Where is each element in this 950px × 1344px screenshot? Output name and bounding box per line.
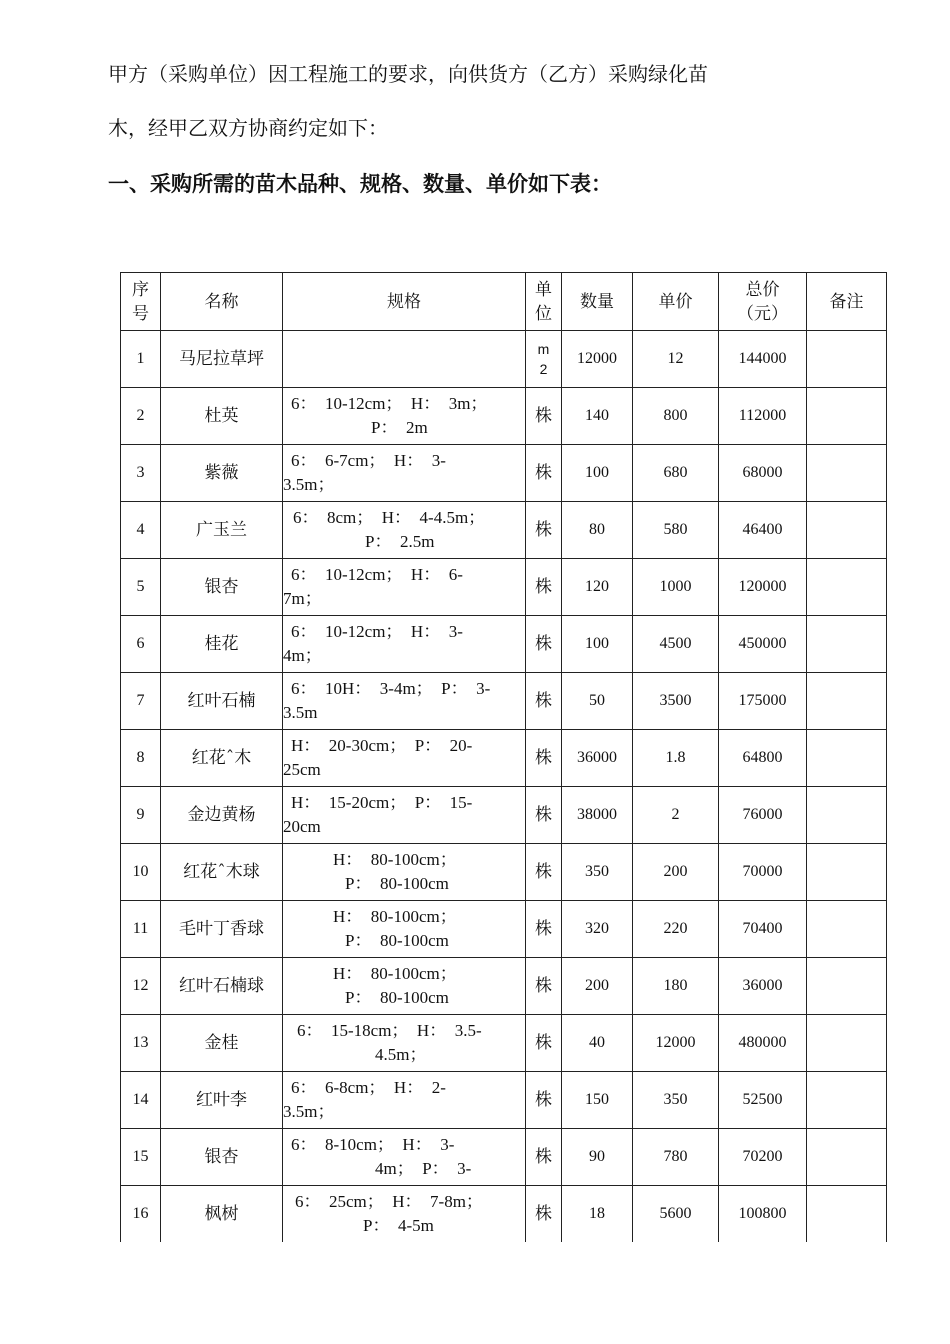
cell-total: 46400 bbox=[719, 502, 807, 559]
header-remark: 备注 bbox=[807, 273, 887, 331]
cell-unit-price: 1000 bbox=[633, 559, 719, 616]
spec-line-1: 6： 6-8cm； H： 2- bbox=[291, 1078, 446, 1097]
cell-name: 桂花 bbox=[161, 616, 283, 673]
cell-index: 15 bbox=[121, 1129, 161, 1186]
table-body bbox=[121, 331, 887, 1243]
cell-unit-price: 350 bbox=[633, 1072, 719, 1129]
cell-unit: m 2 bbox=[526, 331, 562, 388]
cell-unit-price: 780 bbox=[633, 1129, 719, 1186]
cell-total: 112000 bbox=[719, 388, 807, 445]
cell-name: 红叶石楠球 bbox=[161, 958, 283, 1015]
cell-remark bbox=[807, 388, 887, 445]
cell-spec bbox=[283, 388, 526, 445]
cell-remark bbox=[807, 730, 887, 787]
cell-index: 13 bbox=[121, 1015, 161, 1072]
cell-quantity: 50 bbox=[562, 673, 633, 730]
cell-name: 毛叶丁香球 bbox=[161, 901, 283, 958]
spec-line-1: 6： 8cm； H： 4-4.5m； bbox=[293, 508, 486, 527]
table-row bbox=[121, 502, 887, 559]
spec-line-2: 20cm bbox=[283, 817, 321, 836]
cell-unit-price: 180 bbox=[633, 958, 719, 1015]
table-row bbox=[121, 787, 887, 844]
spec-line-1: H： 80-100cm； bbox=[333, 964, 457, 983]
cell-unit-price: 220 bbox=[633, 901, 719, 958]
cell-spec bbox=[283, 616, 526, 673]
table-row bbox=[121, 616, 887, 673]
spec-line-1: 6： 10-12cm； H： 6- bbox=[291, 565, 463, 584]
spec-line-2: P： 4-5m bbox=[363, 1216, 434, 1235]
cell-total: 100800 bbox=[719, 1186, 807, 1243]
cell-unit: 株 bbox=[526, 787, 562, 844]
cell-spec bbox=[283, 1072, 526, 1129]
cell-unit-price: 200 bbox=[633, 844, 719, 901]
table-row bbox=[121, 1072, 887, 1129]
spec-line-2: P： 2m bbox=[371, 418, 428, 437]
intro-line-2: 木，经甲乙双方协商约定如下： bbox=[108, 116, 388, 140]
cell-quantity: 200 bbox=[562, 958, 633, 1015]
cell-total: 70400 bbox=[719, 901, 807, 958]
cell-remark bbox=[807, 1072, 887, 1129]
cell-unit-price: 580 bbox=[633, 502, 719, 559]
spec-line-1: 6： 8-10cm； H： 3- bbox=[291, 1135, 455, 1154]
header-name: 名称 bbox=[161, 273, 283, 331]
cell-spec bbox=[283, 559, 526, 616]
cell-total: 76000 bbox=[719, 787, 807, 844]
cell-unit-price: 1.8 bbox=[633, 730, 719, 787]
cell-name: 红花ˆ木球 bbox=[161, 844, 283, 901]
table-row bbox=[121, 901, 887, 958]
spec-line-2: 25cm bbox=[283, 760, 321, 779]
cell-total: 175000 bbox=[719, 673, 807, 730]
cell-quantity: 36000 bbox=[562, 730, 633, 787]
cell-unit-price: 3500 bbox=[633, 673, 719, 730]
table-row bbox=[121, 1129, 887, 1186]
cell-total: 450000 bbox=[719, 616, 807, 673]
cell-name: 杜英 bbox=[161, 388, 283, 445]
cell-spec bbox=[283, 445, 526, 502]
cell-remark bbox=[807, 445, 887, 502]
spec-line-1: H： 80-100cm； bbox=[333, 907, 457, 926]
cell-unit-price: 2 bbox=[633, 787, 719, 844]
header-spec: 规格 bbox=[283, 273, 526, 331]
cell-index: 1 bbox=[121, 331, 161, 388]
table-row bbox=[121, 445, 887, 502]
cell-name: 银杏 bbox=[161, 559, 283, 616]
cell-index: 4 bbox=[121, 502, 161, 559]
cell-total: 70200 bbox=[719, 1129, 807, 1186]
intro-line-1: 甲方（采购单位）因工程施工的要求，向供货方（乙方）采购绿化苗 bbox=[108, 62, 708, 86]
spec-line-2: 4m； P： 3- bbox=[375, 1159, 472, 1178]
cell-total: 144000 bbox=[719, 331, 807, 388]
seedling-table bbox=[120, 272, 887, 1242]
cell-quantity: 18 bbox=[562, 1186, 633, 1243]
cell-quantity: 320 bbox=[562, 901, 633, 958]
cell-name: 枫树 bbox=[161, 1186, 283, 1243]
cell-name: 广玉兰 bbox=[161, 502, 283, 559]
cell-total: 36000 bbox=[719, 958, 807, 1015]
table-row bbox=[121, 331, 887, 388]
cell-unit: 株 bbox=[526, 1072, 562, 1129]
cell-index: 3 bbox=[121, 445, 161, 502]
cell-unit: 株 bbox=[526, 901, 562, 958]
cell-quantity: 40 bbox=[562, 1015, 633, 1072]
cell-spec bbox=[283, 1186, 526, 1243]
cell-spec bbox=[283, 502, 526, 559]
table-row bbox=[121, 730, 887, 787]
cell-remark bbox=[807, 616, 887, 673]
cell-quantity: 100 bbox=[562, 616, 633, 673]
table-row bbox=[121, 958, 887, 1015]
cell-total: 68000 bbox=[719, 445, 807, 502]
cell-name: 红叶李 bbox=[161, 1072, 283, 1129]
spec-line-1: H： 20-30cm； P： 20- bbox=[291, 736, 473, 755]
cell-remark bbox=[807, 673, 887, 730]
cell-name: 银杏 bbox=[161, 1129, 283, 1186]
cell-quantity: 80 bbox=[562, 502, 633, 559]
spec-line-2: 4m； bbox=[283, 646, 322, 665]
cell-name: 金桂 bbox=[161, 1015, 283, 1072]
cell-unit-price: 12 bbox=[633, 331, 719, 388]
header-unit: 单 位 bbox=[526, 273, 562, 331]
cell-quantity: 90 bbox=[562, 1129, 633, 1186]
cell-unit-price: 4500 bbox=[633, 616, 719, 673]
cell-remark bbox=[807, 1129, 887, 1186]
spec-line-1: H： 80-100cm； bbox=[333, 850, 457, 869]
cell-spec bbox=[283, 787, 526, 844]
cell-index: 6 bbox=[121, 616, 161, 673]
cell-quantity: 140 bbox=[562, 388, 633, 445]
cell-index: 5 bbox=[121, 559, 161, 616]
cell-name: 红花ˆ木 bbox=[161, 730, 283, 787]
cell-unit: 株 bbox=[526, 958, 562, 1015]
header-total: 总价 （元） bbox=[719, 273, 807, 331]
table-row bbox=[121, 559, 887, 616]
cell-unit: 株 bbox=[526, 844, 562, 901]
cell-unit-price: 5600 bbox=[633, 1186, 719, 1243]
spec-line-1: 6： 10-12cm； H： 3m； bbox=[291, 394, 488, 413]
cell-remark bbox=[807, 1186, 887, 1243]
cell-unit: 株 bbox=[526, 502, 562, 559]
cell-spec bbox=[283, 958, 526, 1015]
spec-line-2: 3.5m； bbox=[283, 1102, 335, 1121]
cell-unit: 株 bbox=[526, 445, 562, 502]
cell-unit: 株 bbox=[526, 730, 562, 787]
cell-quantity: 150 bbox=[562, 1072, 633, 1129]
cell-remark bbox=[807, 1015, 887, 1072]
cell-spec bbox=[283, 1129, 526, 1186]
section-heading: 一、采购所需的苗木品种、规格、数量、单价如下表： bbox=[108, 172, 612, 196]
spec-line-1: 6： 25cm； H： 7-8m； bbox=[295, 1192, 483, 1211]
spec-line-2: P： 2.5m bbox=[365, 532, 435, 551]
spec-line-1: H： 15-20cm； P： 15- bbox=[291, 793, 473, 812]
spec-line-2: 4.5m； bbox=[375, 1045, 427, 1064]
cell-index: 16 bbox=[121, 1186, 161, 1243]
cell-spec bbox=[283, 673, 526, 730]
cell-unit: 株 bbox=[526, 559, 562, 616]
spec-line-2: P： 80-100cm bbox=[345, 988, 449, 1007]
cell-index: 8 bbox=[121, 730, 161, 787]
cell-quantity: 100 bbox=[562, 445, 633, 502]
cell-index: 10 bbox=[121, 844, 161, 901]
cell-remark bbox=[807, 844, 887, 901]
spec-line-2: 3.5m bbox=[283, 703, 318, 722]
table-row bbox=[121, 844, 887, 901]
table-row bbox=[121, 388, 887, 445]
cell-index: 9 bbox=[121, 787, 161, 844]
cell-name: 金边黄杨 bbox=[161, 787, 283, 844]
cell-unit: 株 bbox=[526, 1129, 562, 1186]
table-row bbox=[121, 673, 887, 730]
header-unit-price: 单价 bbox=[633, 273, 719, 331]
cell-index: 2 bbox=[121, 388, 161, 445]
cell-unit: 株 bbox=[526, 673, 562, 730]
cell-unit: 株 bbox=[526, 1186, 562, 1243]
spec-line-1: 6： 15-18cm； H： 3.5- bbox=[297, 1021, 482, 1040]
cell-remark bbox=[807, 901, 887, 958]
cell-quantity: 12000 bbox=[562, 331, 633, 388]
cell-total: 70000 bbox=[719, 844, 807, 901]
cell-total: 64800 bbox=[719, 730, 807, 787]
cell-spec bbox=[283, 1015, 526, 1072]
cell-index: 12 bbox=[121, 958, 161, 1015]
spec-line-1: 6： 10-12cm； H： 3- bbox=[291, 622, 463, 641]
cell-remark bbox=[807, 787, 887, 844]
cell-name: 紫薇 bbox=[161, 445, 283, 502]
cell-unit: 株 bbox=[526, 1015, 562, 1072]
cell-name: 马尼拉草坪 bbox=[161, 331, 283, 388]
table-row bbox=[121, 1186, 887, 1243]
spec-line-2: P： 80-100cm bbox=[345, 931, 449, 950]
cell-remark bbox=[807, 958, 887, 1015]
cell-spec bbox=[283, 901, 526, 958]
cell-quantity: 120 bbox=[562, 559, 633, 616]
cell-unit-price: 12000 bbox=[633, 1015, 719, 1072]
cell-unit-price: 800 bbox=[633, 388, 719, 445]
cell-quantity: 350 bbox=[562, 844, 633, 901]
table-row bbox=[121, 1015, 887, 1072]
cell-remark bbox=[807, 559, 887, 616]
cell-name: 红叶石楠 bbox=[161, 673, 283, 730]
cell-spec bbox=[283, 331, 526, 388]
header-index: 序 号 bbox=[121, 273, 161, 331]
cell-index: 11 bbox=[121, 901, 161, 958]
cell-index: 7 bbox=[121, 673, 161, 730]
cell-unit: 株 bbox=[526, 616, 562, 673]
spec-line-1: 6： 10H： 3-4m； P： 3- bbox=[291, 679, 491, 698]
cell-quantity: 38000 bbox=[562, 787, 633, 844]
table-header-row bbox=[121, 273, 887, 331]
spec-line-1: 6： 6-7cm； H： 3- bbox=[291, 451, 446, 470]
header-quantity: 数量 bbox=[562, 273, 633, 331]
cell-remark bbox=[807, 331, 887, 388]
cell-unit: 株 bbox=[526, 388, 562, 445]
cell-spec bbox=[283, 730, 526, 787]
cell-unit-price: 680 bbox=[633, 445, 719, 502]
cell-spec bbox=[283, 844, 526, 901]
cell-total: 52500 bbox=[719, 1072, 807, 1129]
cell-remark bbox=[807, 502, 887, 559]
cell-total: 120000 bbox=[719, 559, 807, 616]
cell-index: 14 bbox=[121, 1072, 161, 1129]
spec-line-2: 3.5m； bbox=[283, 475, 335, 494]
spec-line-2: 7m； bbox=[283, 589, 322, 608]
spec-line-2: P： 80-100cm bbox=[345, 874, 449, 893]
cell-total: 480000 bbox=[719, 1015, 807, 1072]
